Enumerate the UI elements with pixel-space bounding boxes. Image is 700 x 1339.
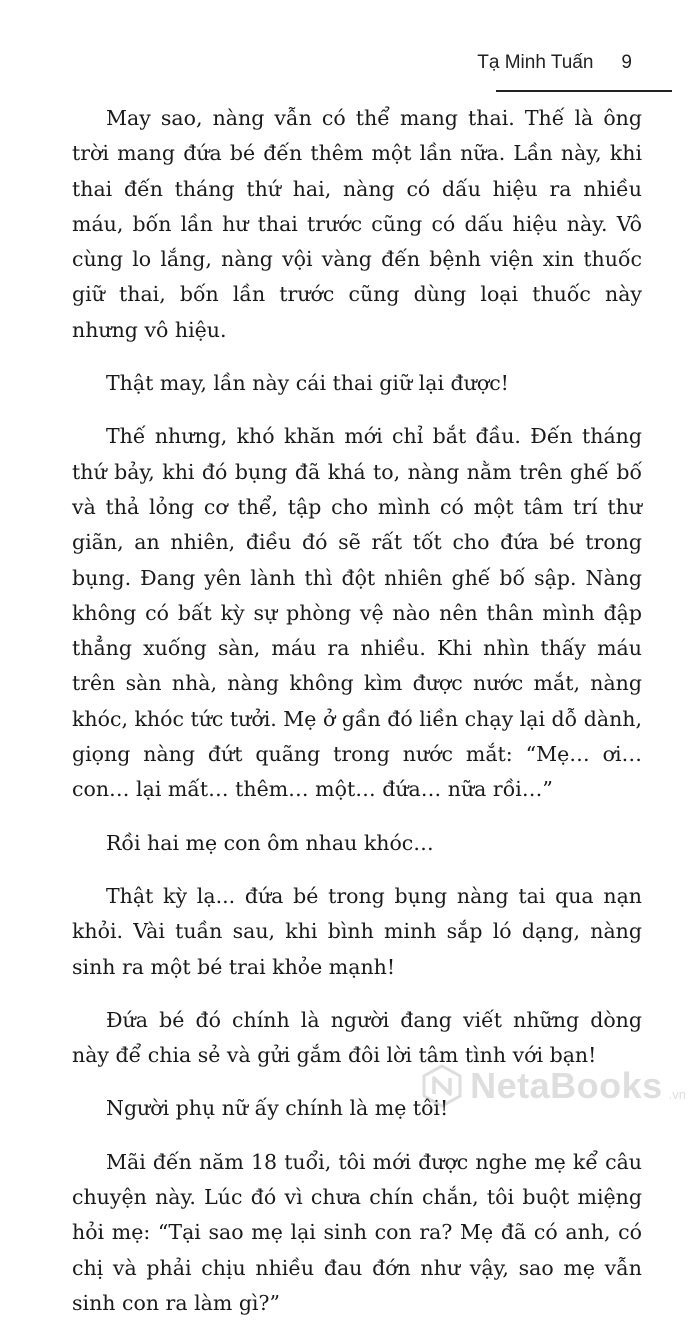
- paragraph: Thật may, lần này cái thai giữ lại được!: [106, 371, 509, 396]
- watermark-brand: NetaBooks: [470, 1065, 663, 1106]
- running-header: [477, 52, 632, 74]
- header-rule: [496, 90, 672, 92]
- paragraph: Mãi đến năm 18 tuổi, tôi mới được nghe mẹ kể câu chuyện này. Lúc đó vì chưa chín chắn, tôi buột miệng hỏi mẹ: “Tại sao mẹ lại sinh con ra? Mẹ đã có anh, có chị và phải chịu nhiều đau đớn như vậy, sao mẹ vẫn sinh con ra làm gì?”: [72, 1149, 642, 1315]
- paragraph: Đứa bé đó chính là người đang viết những dòng này để chia sẻ và gửi gắm đôi lời tâm tình với bạn!: [72, 1007, 642, 1068]
- page-body: [72, 101, 642, 1339]
- page-number: 9: [621, 52, 632, 73]
- paragraph: Rồi hai mẹ con ôm nhau khóc…: [106, 830, 434, 855]
- paragraph: May sao, nàng vẫn có thể mang thai. Thế là ông trời mang đứa bé đến thêm một lần nữa. Lần này, khi thai đến tháng thứ hai, nàng có dấu hiệu ra nhiều máu, bốn lần hư thai trước cũng có dấu hiệu này. Vô cùng lo lắng, nàng vội vàng đến bệnh viện xin thuốc giữ thai, bốn lần trước cũng dùng loại thuốc này nhưng vô hiệu.: [72, 106, 642, 342]
- paragraph: Thế nhưng, khó khăn mới chỉ bắt đầu. Đến tháng thứ bảy, khi đó bụng đã khá to, nàng nằm trên ghế bố và thả lỏng cơ thể, tập cho mình có một tâm trí thư giãn, an nhiên, điều đó sẽ rất tốt cho đứa bé trong bụng. Đang yên lành thì đột nhiên ghế bố sập. Nàng không có bất kỳ sự phòng vệ nào nên thân mình đập thẳng xuống sàn, máu ra nhiều. Khi nhìn thấy máu trên sàn nhà, nàng không kìm được nước mắt, nàng khóc, khóc tức tưởi. Mẹ ở gần đó liền chạy lại dỗ dành, giọng nàng đứt quãng trong nước mắt: “Mẹ… ơi… con… lại mất… thêm… một… đứa… nữa rồi…”: [72, 424, 642, 802]
- netabooks-logo-icon: [420, 1064, 464, 1108]
- paragraph: Người phụ nữ ấy chính là mẹ tôi!: [106, 1096, 449, 1121]
- watermark-tld: .vn: [668, 1087, 686, 1102]
- watermark: [420, 1064, 686, 1108]
- paragraph: Thật kỳ lạ... đứa bé trong bụng nàng tai qua nạn khỏi. Vài tuần sau, khi bình minh sắp ló dạng, nàng sinh ra một bé trai khỏe mạnh!: [72, 883, 642, 979]
- header-author: Tạ Minh Tuấn: [477, 52, 594, 73]
